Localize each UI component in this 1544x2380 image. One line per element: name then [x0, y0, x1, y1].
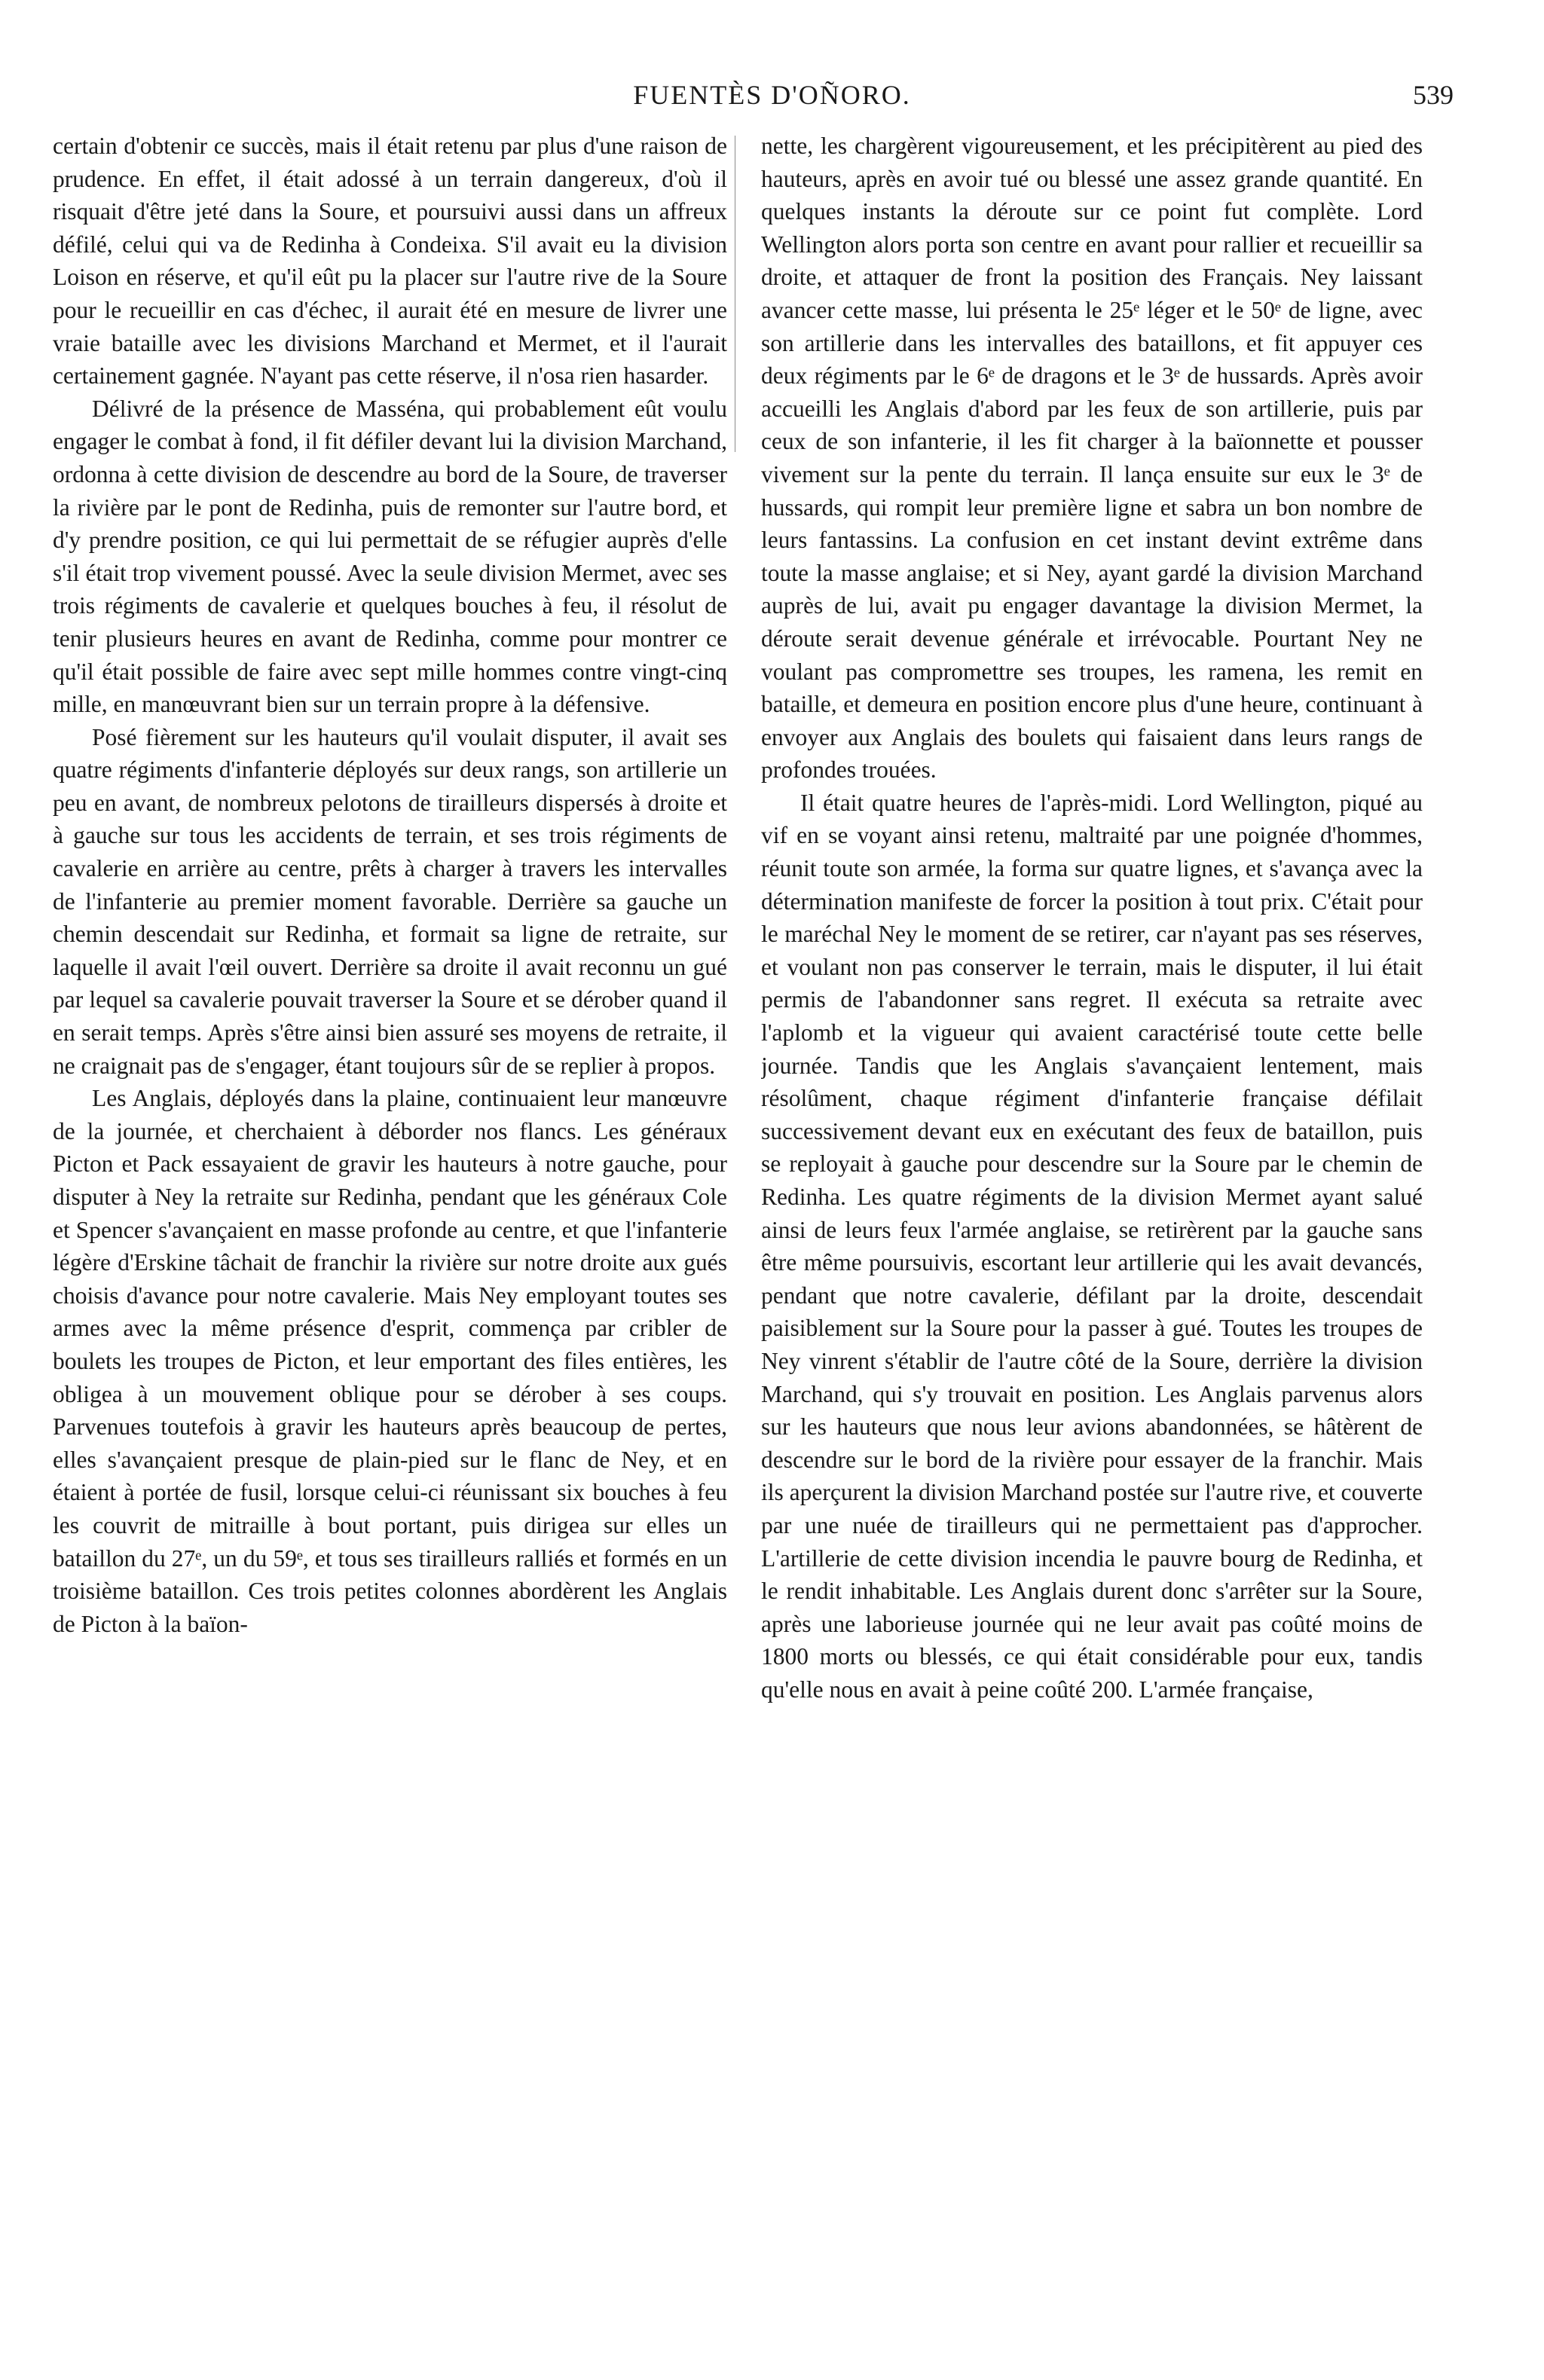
paragraph: certain d'obtenir ce succès, mais il était retenu par plus d'une raison de prudence. En effet, il était adossé à un terrain dangereux, d'où il risquait d'être jeté dans la Soure, et poursuivi aussi dans un affreux défilé, celui qui va de Redinha à Condeixa. S'il avait eu la division Loison en réserve, et qu'il eût pu la placer sur l'autre rive de la Soure pour le recueillir en cas d'échec, il aurait été en mesure de livrer une vraie bataille avec les divisions Marchand et Mermet, et il l'aurait certainement gagnée. N'ayant pas cette réserve, il n'osa rien hasarder.	[53, 133, 727, 390]
paragraph: Posé fièrement sur les hauteurs qu'il voulait disputer, il avait ses quatre régiments d'infanterie déployés sur deux rangs, son artillerie un peu en avant, de nombreux pelotons de tirailleurs dispersés à droite et à gauche sur tous les accidents de terrain, et ses trois régiments de cavalerie en arrière au centre, prêts à charger à travers les intervalles de l'infanterie au premier moment favorable. Derrière sa gauche un chemin descendait sur Redinha, et formait sa ligne de retraite, sur laquelle il avait l'œil ouvert. Derrière sa droite il avait reconnu un gué par lequel sa cavalerie pouvait traverser la Soure et se dérober quand il en serait temps. Après s'être ainsi bien assuré ses moyens de retraite, il ne craignait pas de s'engager, étant toujours sûr de se replier à propos.	[53, 723, 727, 1079]
paragraph: Délivré de la présence de Masséna, qui probablement eût voulu engager le combat à fond, il fit défiler devant lui la division Marchand, ordonna à cette division de descendre au bord de la Soure, de traverser la rivière par le pont de Redinha, puis de remonter sur l'autre bord, et d'y prendre position, ce qui lui permettait de se réfugier auprès d'elle s'il était trop vivement poussé. Avec la seule division Mermet, avec ses trois régiments de cavalerie et quelques bouches à feu, il résolut de tenir plusieurs heures en avant de Redinha, comme pour montrer ce qu'il était possible de faire avec sept mille hommes contre vingt-cinq mille, en manœuvrant bien sur un terrain propre à la défensive.	[53, 395, 727, 718]
paragraph: nette, les chargèrent vigoureusement, et les précipitèrent au pied des hauteurs, après en avoir tué ou blessé une assez grande quantité. En quelques instants la déroute sur ce point fut complète. Lord Wellington alors porta son centre en avant pour rallier et recueillir sa droite, et attaquer de front la position des Français. Ney laissant avancer cette masse, lui présenta le 25ᵉ léger et le 50ᵉ de ligne, avec son artillerie dans les intervalles des bataillons, et fit appuyer ces deux régiments par le 6ᵉ de dragons et le 3ᵉ de hussards. Après avoir accueilli les Anglais d'abord par les feux de son artillerie, puis par ceux de son infanterie, il les fit charger à la baïonnette et pousser vivement sur la pente du terrain. Il lança ensuite sur eux le 3ᵉ de hussards, qui rompit leur première ligne et sabra un bon nombre de leurs fantassins. La confusion en cet instant devint extrême dans toute la masse anglaise; et si Ney, ayant gardé la division Marchand auprès de lui, avait pu engager davantage la division Mermet, la déroute serait devenue générale et irrévocable. Pourtant Ney ne voulant pas compromettre ses troupes, les ramena, les remit en bataille, et demeura en position encore plus d'une heure, continuant à envoyer aux Anglais des boulets qui faisaient dans leurs rangs de profondes trouées.	[761, 133, 1423, 784]
paragraph: Il était quatre heures de l'après-midi. Lord Wellington, piqué au vif en se voyant ainsi retenu, maltraité par une poignée d'hommes, réunit toute son armée, la forma sur quatre lignes, et s'avança avec la détermination manifeste de forcer la position à tout prix. C'était pour le maréchal Ney le moment de se retirer, car n'ayant pas ses réserves, et voulant non pas conserver le terrain, mais le disputer, il lui était permis de l'abandonner sans regret. Il exécuta sa retraite avec l'aplomb et la vigueur qui avaient caractérisé toute cette belle journée. Tandis que les Anglais s'avançaient lentement, mais résolûment, chaque régiment d'infanterie française défilait successivement devant eux en exécutant des feux de bataillon, puis se reployait à gauche pour descendre sur la Soure par le chemin de Redinha. Les quatre régiments de la division Mermet ayant salué ainsi de leurs feux l'armée anglaise, se retirèrent par la gauche sans être même poursuivis, escortant leur artillerie qui les avait devancés, pendant que notre cavalerie, défilant par la droite, descendait paisiblement sur la Soure pour la passer à gué. Toutes les troupes de Ney vinrent s'établir de l'autre côté de la Soure, derrière la division Marchand, qui s'y trouvait en position. Les Anglais parvenus alors sur les hauteurs que nous leur avions abandonnées, se hâtèrent de descendre sur le bord de la rivière pour essayer de la franchir. Mais ils aperçurent la division Marchand postée sur l'autre rive, et couverte par une nuée de tirailleurs qui ne permettaient pas d'approcher. L'artillerie de cette division incendia le pauvre bourg de Redinha, et le rendit inhabitable. Les Anglais durent donc s'arrêter sur la Soure, après une laborieuse journée qui ne leur avait pas coûté moins de 1800 morts ou blessés, ce qui était considérable pour eux, tandis qu'elle nous en avait à peine coûté 200. L'armée française,	[761, 789, 1423, 1703]
right-column	[761, 130, 1423, 2314]
page-number: 539	[1413, 80, 1454, 110]
left-column	[53, 130, 727, 2314]
running-title: FUENTÈS D'OÑORO.	[633, 80, 911, 110]
paragraph: Les Anglais, déployés dans la plaine, continuaient leur manœuvre de la journée, et cherchaient à déborder nos flancs. Les généraux Picton et Pack essayaient de gravir les hauteurs à notre gauche, pour disputer à Ney la retraite sur Redinha, pendant que les généraux Cole et Spencer s'avançaient en masse profonde au centre, et que l'infanterie légère d'Erskine tâchait de franchir la rivière sur notre droite aux gués choisis d'avance pour notre cavalerie. Mais Ney employant toutes ses armes avec la même présence d'esprit, commença par cribler de boulets les troupes de Picton, et leur emportant des files entières, les obligea à un mouvement oblique pour se dérober à ses coups. Parvenues toutefois à gravir les hauteurs après beaucoup de pertes, elles s'avançaient presque de plain-pied sur le flanc de Ney, et en étaient à portée de fusil, lorsque celui-ci réunissant six bouches à feu les couvrit de mitraille à bout portant, puis dirigea sur elles un bataillon du 27ᵉ, un du 59ᵉ, et tous ses tirailleurs ralliés et formés en un troisième bataillon. Ces trois petites colonnes abordèrent les Anglais de Picton à la baïon-	[53, 1085, 727, 1637]
running-head	[45, 74, 1499, 116]
